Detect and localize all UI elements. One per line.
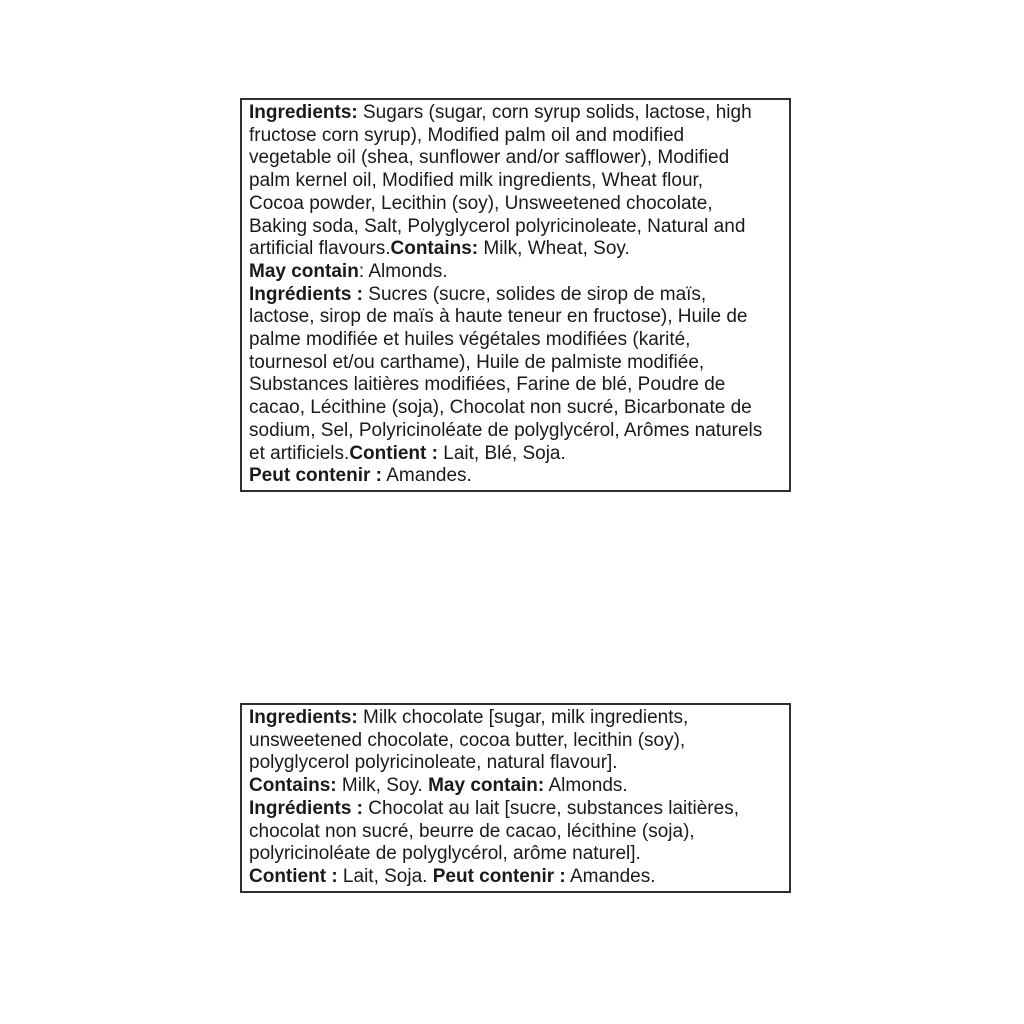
label-text: : Almonds.: [358, 260, 448, 282]
label-text: lactose, sirop de maïs à haute teneur en fructose), Huile de: [249, 306, 748, 328]
label-text-line: [249, 125, 783, 148]
label-text: Cocoa powder, Lecithin (soy), Unsweetened chocolate,: [249, 192, 713, 214]
label-text: palme modifiée et huiles végétales modifiées (karité,: [249, 329, 691, 351]
label-text: cacao, Lécithine (soja), Chocolat non sucré, Bicarbonate de: [249, 397, 752, 419]
label-text-line: [249, 352, 783, 375]
label-text-line: [249, 730, 783, 753]
label-text: Amandes.: [565, 865, 656, 887]
label-text: Sucres (sucre, solides de sirop de maïs,: [363, 283, 707, 305]
label-text: polyricinoléate de polyglycérol, arôme naturel].: [249, 843, 641, 865]
label-text-line: [249, 420, 783, 443]
label-text-line: [249, 843, 783, 866]
label-text: tournesol et/ou carthame), Huile de palmiste modifiée,: [249, 351, 705, 373]
label-text-line: [249, 866, 783, 889]
label-text: chocolat non sucré, beurre de cacao, lécithine (soja),: [249, 820, 695, 842]
label-text-line: [249, 775, 783, 798]
label-text: Baking soda, Salt, Polyglycerol polyricinoleate, Natural and: [249, 215, 746, 237]
label-text: sodium, Sel, Polyricinoléate de polyglycérol, Arômes naturels: [249, 419, 763, 441]
label-text-line: [249, 821, 783, 844]
label-text: Almonds.: [544, 775, 628, 797]
label-text: vegetable oil (shea, sunflower and/or safflower), Modified: [249, 147, 730, 169]
label-keyword: Peut contenir :: [249, 465, 383, 487]
label-keyword: Ingredients:: [249, 707, 358, 728]
label-keyword: Contient :: [249, 865, 338, 887]
label-text-line: [249, 443, 783, 466]
label-text-line: [249, 284, 783, 307]
label-text: Milk, Soy.: [336, 775, 429, 797]
label-text-line: [249, 465, 783, 488]
label-keyword: Peut contenir :: [432, 865, 566, 887]
label-text-line: [249, 397, 783, 420]
label-keyword: Contient :: [349, 442, 438, 464]
label-text-line: [249, 329, 783, 352]
label-text: Amandes.: [382, 465, 472, 487]
label-keyword: Ingrédients :: [249, 797, 364, 819]
label-text-line: [249, 261, 783, 284]
label-text-line: [249, 193, 783, 216]
label-text: Milk chocolate [sugar, milk ingredients,: [357, 707, 689, 728]
label-text-line: [249, 170, 783, 193]
label-text-line: [249, 238, 783, 261]
label-text-line: [249, 102, 783, 125]
label-text-line: [249, 374, 783, 397]
label-text: unsweetened chocolate, cocoa butter, lecithin (soy),: [249, 729, 686, 751]
label-text: Substances laitières modifiées, Farine de blé, Poudre de: [249, 374, 726, 396]
ingredients-label-bottom: [240, 703, 791, 893]
label-text: Chocolat au lait [sucre, substances laitières,: [363, 797, 739, 819]
label-text-line: [249, 752, 783, 775]
label-keyword: May contain:: [428, 775, 545, 797]
label-text: artificial flavours.: [249, 238, 391, 260]
label-text: fructose corn syrup), Modified palm oil and modified: [249, 124, 685, 146]
label-text: Lait, Soja.: [337, 865, 433, 887]
label-text: Sugars (sugar, corn syrup solids, lactose, high: [357, 102, 752, 123]
label-text: Milk, Wheat, Soy.: [478, 238, 630, 260]
label-keyword: Ingredients:: [249, 102, 358, 123]
label-text-line: [249, 798, 783, 821]
label-keyword: Contains:: [249, 775, 337, 797]
label-text: palm kernel oil, Modified milk ingredients, Wheat flour,: [249, 170, 704, 192]
label-text-line: [249, 707, 783, 730]
label-text: Lait, Blé, Soja.: [437, 442, 566, 464]
label-text-line: [249, 216, 783, 239]
ingredients-label-top: [240, 98, 791, 492]
label-text: polyglycerol polyricinoleate, natural flavour].: [249, 752, 618, 774]
label-keyword: Ingrédients :: [249, 283, 364, 305]
label-text-line: [249, 306, 783, 329]
label-text: et artificiels.: [249, 442, 350, 464]
label-keyword: May contain: [249, 260, 359, 282]
label-text-line: [249, 147, 783, 170]
label-keyword: Contains:: [390, 238, 479, 260]
